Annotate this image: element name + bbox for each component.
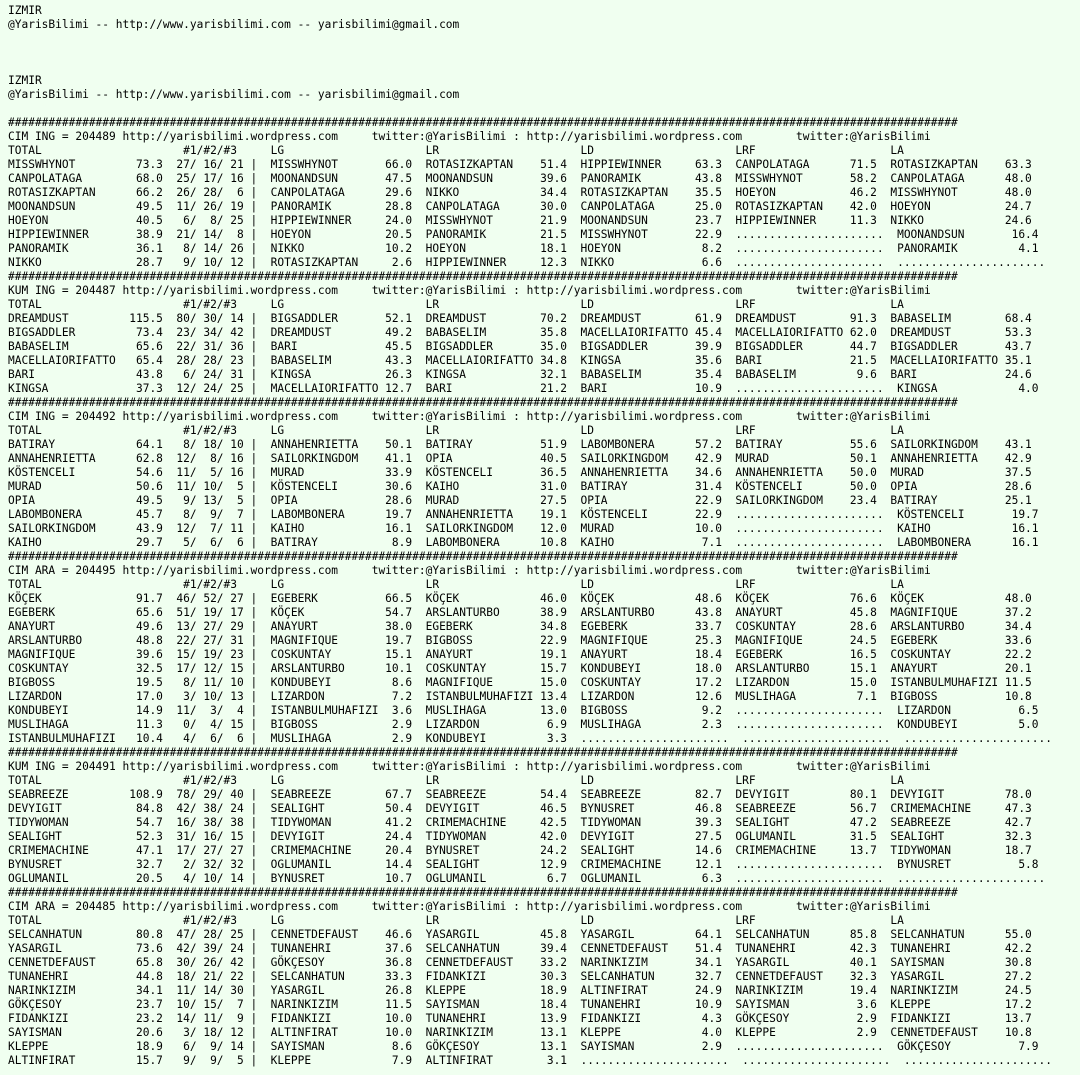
result-row: COSKUNTAY 32.5 17/ 12/ 15 | ARSLANTURBO 10.1 COSKUNTAY 15.7 KONDUBEYI 18.0 ARSLANTURBO 15.1 ANAYURT 20.1 — [8, 662, 1032, 675]
result-row: KÖSTENCELI 54.6 11/ 5/ 16 | MURAD 33.9 KÖSTENCELI 36.5 ANNAHENRIETTA 34.6 ANNAHENRIETTA 50.0 MURAD 37.5 — [8, 466, 1032, 479]
block-separator: ############################################################################################################################################# — [8, 116, 958, 129]
result-row: SEALIGHT 52.3 31/ 16/ 15 | DEVYIGIT 24.4 TIDYWOMAN 42.0 DEVYIGIT 27.5 OGLUMANIL 31.5 SEALIGHT 32.3 — [8, 830, 1032, 843]
result-row: NIKKO 28.7 9/ 10/ 12 | ROTASIZKAPTAN 2.6 HIPPIEWINNER 12.3 NIKKO 6.6 ...................... ...................... — [8, 256, 1046, 269]
result-row: KINGSA 37.3 12/ 24/ 25 | MACELLAIORIFATTO 12.7 BARI 21.2 BARI 10.9 ...................... KINGSA 4.0 — [8, 382, 1039, 395]
result-row: LIZARDON 17.0 3/ 10/ 13 | LIZARDON 7.2 ISTANBULMUHAFIZI 13.4 LIZARDON 12.6 MUSLIHAGA 7.1 BIGBOSS 10.8 — [8, 690, 1032, 703]
result-row: GÖKÇESOY 23.7 10/ 15/ 7 | NARINKIZIM 11.5 SAYISMAN 18.4 TUNANEHRI 10.9 SAYISMAN 3.6 KLEPPE 17.2 — [8, 998, 1032, 1011]
result-row: KAIHO 29.7 5/ 6/ 6 | BATIRAY 8.9 LABOMBONERA 10.8 KAIHO 7.1 ...................... LABOMBONERA 16.1 — [8, 536, 1039, 549]
result-row: CRIMEMACHINE 47.1 17/ 27/ 27 | CRIMEMACHINE 20.4 BYNUSRET 24.2 SEALIGHT 14.6 CRIMEMACHINE 13.7 TIDYWOMAN 18.7 — [8, 844, 1032, 857]
race-header-line: CIM ARA = 204485 http://yarisbilimi.wordpress.com twitter:@YarisBilimi : http://yarisbilimi.wordpress.com twitter:@YarisBilimi — [8, 900, 931, 913]
header-credit: @YarisBilimi -- http://www.yarisbilimi.com -- yarisbilimi@gmail.com — [8, 88, 460, 101]
race-header-line: KUM ING = 204491 http://yarisbilimi.wordpress.com twitter:@YarisBilimi : http://yarisbilimi.wordpress.com twitter:@YarisBilimi — [8, 760, 931, 773]
result-row: SAYISMAN 20.6 3/ 18/ 12 | ALTINFIRAT 10.0 NARINKIZIM 13.1 KLEPPE 4.0 KLEPPE 2.9 CENNETDEFAUST 10.8 — [8, 1026, 1032, 1039]
result-row: KONDUBEYI 14.9 11/ 3/ 4 | ISTANBULMUHAFIZI 3.6 MUSLIHAGA 13.0 BIGBOSS 9.2 ...................... LIZARDON 6.5 — [8, 704, 1039, 717]
result-row: DEVYIGIT 84.8 42/ 38/ 24 | SEALIGHT 50.4 DEVYIGIT 46.5 BYNUSRET 46.8 SEABREEZE 56.7 CRIMEMACHINE 47.3 — [8, 802, 1032, 815]
result-row: ARSLANTURBO 48.8 22/ 27/ 31 | MAGNIFIQUE 19.7 BIGBOSS 22.9 MAGNIFIQUE 25.3 MAGNIFIQUE 24.5 EGEBERK 33.6 — [8, 634, 1032, 647]
header-credit: @YarisBilimi -- http://www.yarisbilimi.com -- yarisbilimi@gmail.com — [8, 18, 460, 31]
result-row: HIPPIEWINNER 38.9 21/ 14/ 8 | HOEYON 20.5 PANORAMIK 21.5 MISSWHYNOT 22.9 ...................... MOONANDSUN 16.4 — [8, 228, 1039, 241]
result-row: BABASELIM 65.6 22/ 31/ 36 | BARI 45.5 BIGSADDLER 35.0 BIGSADDLER 39.9 BIGSADDLER 44.7 BIGSADDLER 43.7 — [8, 340, 1032, 353]
block-separator: ############################################################################################################################################# — [8, 886, 958, 899]
column-header-line: TOTAL #1/#2/#3 LG LR LD LRF LA — [8, 774, 904, 787]
result-row: SEABREEZE 108.9 78/ 29/ 40 | SEABREEZE 67.7 SEABREEZE 54.4 SEABREEZE 82.7 DEVYIGIT 80.1 DEVYIGIT 78.0 — [8, 788, 1032, 801]
result-row: BARI 43.8 6/ 24/ 31 | KINGSA 26.3 KINGSA 32.1 BABASELIM 35.4 BABASELIM 9.6 BARI 24.6 — [8, 368, 1032, 381]
result-row: BATIRAY 64.1 8/ 18/ 10 | ANNAHENRIETTA 50.1 BATIRAY 51.9 LABOMBONERA 57.2 BATIRAY 55.6 SAILORKINGDOM 43.1 — [8, 438, 1032, 451]
result-row: BIGSADDLER 73.4 23/ 34/ 42 | DREAMDUST 49.2 BABASELIM 35.8 MACELLAIORIFATTO 45.4 MACELLAIORIFATTO 62.0 DREAMDUST 53.3 — [8, 326, 1032, 339]
column-header-line: TOTAL #1/#2/#3 LG LR LD LRF LA — [8, 144, 904, 157]
result-row: ANAYURT 49.6 13/ 27/ 29 | ANAYURT 38.0 EGEBERK 34.8 EGEBERK 33.7 COSKUNTAY 28.6 ARSLANTURBO 34.4 — [8, 620, 1032, 633]
spacer — [8, 60, 1080, 74]
result-row: PANORAMIK 36.1 8/ 14/ 26 | NIKKO 10.2 HOEYON 18.1 HOEYON 8.2 ...................... PANORAMIK 4.1 — [8, 242, 1039, 255]
result-row: TUNANEHRI 44.8 18/ 21/ 22 | SELCANHATUN 33.3 FIDANKIZI 30.3 SELCANHATUN 32.7 CENNETDEFAUST 32.3 YASARGIL 27.2 — [8, 970, 1032, 983]
result-row: MACELLAIORIFATTO 65.4 28/ 28/ 23 | BABASELIM 43.3 MACELLAIORIFATTO 34.8 KINGSA 35.6 BARI 21.5 MACELLAIORIFATTO 35.1 — [8, 354, 1032, 367]
header-city: IZMIR — [8, 4, 42, 17]
result-row: DREAMDUST 115.5 80/ 30/ 14 | BIGSADDLER 52.1 DREAMDUST 70.2 DREAMDUST 61.9 DREAMDUST 91.3 BABASELIM 68.4 — [8, 312, 1032, 325]
result-row: TIDYWOMAN 54.7 16/ 38/ 38 | TIDYWOMAN 41.2 CRIMEMACHINE 42.5 TIDYWOMAN 39.3 SEALIGHT 47.2 SEABREEZE 42.7 — [8, 816, 1032, 829]
block-separator: ############################################################################################################################################# — [8, 550, 958, 563]
result-row: OGLUMANIL 20.5 4/ 10/ 14 | BYNUSRET 10.7 OGLUMANIL 6.7 OGLUMANIL 6.3 ...................... ...................... — [8, 872, 1046, 885]
result-row: KLEPPE 18.9 6/ 9/ 14 | SAYISMAN 8.6 GÖKÇESOY 13.1 SAYISMAN 2.9 ...................... GÖKÇESOY 7.9 — [8, 1040, 1039, 1053]
result-row: MOONANDSUN 49.5 11/ 26/ 19 | PANORAMIK 28.8 CANPOLATAGA 30.0 CANPOLATAGA 25.0 ROTASIZKAPTAN 42.0 HOEYON 24.7 — [8, 200, 1032, 213]
result-row: BYNUSRET 32.7 2/ 32/ 32 | OGLUMANIL 14.4 SEALIGHT 12.9 CRIMEMACHINE 12.1 ...................... BYNUSRET 5.8 — [8, 858, 1039, 871]
result-row: CENNETDEFAUST 65.8 30/ 26/ 42 | GÖKÇESOY 36.8 CENNETDEFAUST 33.2 NARINKIZIM 34.1 YASARGIL 40.1 SAYISMAN 30.8 — [8, 956, 1032, 969]
race-header-line: CIM ARA = 204495 http://yarisbilimi.wordpress.com twitter:@YarisBilimi : http://yarisbilimi.wordpress.com twitter:@YarisBilimi — [8, 564, 931, 577]
result-row: ALTINFIRAT 15.7 9/ 9/ 5 | KLEPPE 7.9 ALTINFIRAT 3.1 ...................... ...................... ...................... — [8, 1054, 1052, 1067]
result-row: ISTANBULMUHAFIZI 10.4 4/ 6/ 6 | MUSLIHAGA 2.9 KONDUBEYI 3.3 ...................... ...................... ...................... — [8, 732, 1052, 745]
column-header-line: TOTAL #1/#2/#3 LG LR LD LRF LA — [8, 424, 904, 437]
header-city: IZMIR — [8, 74, 42, 87]
result-row: OPIA 49.5 9/ 13/ 5 | OPIA 28.6 MURAD 27.5 OPIA 22.9 SAILORKINGDOM 23.4 BATIRAY 25.1 — [8, 494, 1032, 507]
result-row: SAILORKINGDOM 43.9 12/ 7/ 11 | KAIHO 16.1 SAILORKINGDOM 12.0 MURAD 10.0 ...................... KAIHO 16.1 — [8, 522, 1039, 535]
result-row: CANPOLATAGA 68.0 25/ 17/ 16 | MOONANDSUN 47.5 MOONANDSUN 39.6 PANORAMIK 43.8 MISSWHYNOT 58.2 CANPOLATAGA 48.0 — [8, 172, 1032, 185]
spacer — [8, 32, 1080, 46]
result-row: NARINKIZIM 34.1 11/ 14/ 30 | YASARGIL 26.8 KLEPPE 18.9 ALTINFIRAT 24.9 NARINKIZIM 19.4 NARINKIZIM 24.5 — [8, 984, 1032, 997]
block-separator: ############################################################################################################################################# — [8, 746, 958, 759]
result-row: FIDANKIZI 23.2 14/ 11/ 9 | FIDANKIZI 10.0 TUNANEHRI 13.9 FIDANKIZI 4.3 GÖKÇESOY 2.9 FIDANKIZI 13.7 — [8, 1012, 1032, 1025]
result-row: KÖÇEK 91.7 46/ 52/ 27 | EGEBERK 66.5 KÖÇEK 46.0 KÖÇEK 48.6 KÖÇEK 76.6 KÖÇEK 48.0 — [8, 592, 1032, 605]
spacer — [8, 46, 1080, 60]
result-row: HOEYON 40.5 6/ 8/ 25 | HIPPIEWINNER 24.0 MISSWHYNOT 21.9 MOONANDSUN 23.7 HIPPIEWINNER 11.3 NIKKO 24.6 — [8, 214, 1032, 227]
race-header-line: CIM ING = 204492 http://yarisbilimi.wordpress.com twitter:@YarisBilimi : http://yarisbilimi.wordpress.com twitter:@YarisBilimi — [8, 410, 931, 423]
block-separator: ############################################################################################################################################# — [8, 396, 958, 409]
block-separator: ############################################################################################################################################# — [8, 270, 958, 283]
result-row: MISSWHYNOT 73.3 27/ 16/ 21 | MISSWHYNOT 66.0 ROTASIZKAPTAN 51.4 HIPPIEWINNER 63.3 CANPOLATAGA 71.5 ROTASIZKAPTAN 63.3 — [8, 158, 1032, 171]
result-row: BIGBOSS 19.5 8/ 11/ 10 | KONDUBEYI 8.6 MAGNIFIQUE 15.0 COSKUNTAY 17.2 LIZARDON 15.0 ISTANBULMUHAFIZI 11.5 — [8, 676, 1032, 689]
column-header-line: TOTAL #1/#2/#3 LG LR LD LRF LA — [8, 298, 904, 311]
result-row: MURAD 50.6 11/ 10/ 5 | KÖSTENCELI 30.6 KAIHO 31.0 BATIRAY 31.4 KÖSTENCELI 50.0 OPIA 28.6 — [8, 480, 1032, 493]
result-row: MAGNIFIQUE 39.6 15/ 19/ 23 | COSKUNTAY 15.1 ANAYURT 19.1 ANAYURT 18.4 EGEBERK 16.5 COSKUNTAY 22.2 — [8, 648, 1032, 661]
race-blocks — [8, 116, 1080, 1068]
spacer — [8, 102, 1080, 116]
race-header-line: KUM ING = 204487 http://yarisbilimi.wordpress.com twitter:@YarisBilimi : http://yarisbilimi.wordpress.com twitter:@YarisBilimi — [8, 284, 931, 297]
column-header-line: TOTAL #1/#2/#3 LG LR LD LRF LA — [8, 914, 904, 927]
result-row: YASARGIL 73.6 42/ 39/ 24 | TUNANEHRI 37.6 SELCANHATUN 39.4 CENNETDEFAUST 51.4 TUNANEHRI 42.3 TUNANEHRI 42.2 — [8, 942, 1032, 955]
race-header-line: CIM ING = 204489 http://yarisbilimi.wordpress.com twitter:@YarisBilimi : http://yarisbilimi.wordpress.com twitter:@YarisBilimi — [8, 130, 931, 143]
result-row: SELCANHATUN 80.8 47/ 28/ 25 | CENNETDEFAUST 46.6 YASARGIL 45.8 YASARGIL 64.1 SELCANHATUN 85.8 SELCANHATUN 55.0 — [8, 928, 1032, 941]
result-row: LABOMBONERA 45.7 8/ 9/ 7 | LABOMBONERA 19.7 ANNAHENRIETTA 19.1 KÖSTENCELI 22.9 ...................... KÖSTENCELI 19.7 — [8, 508, 1039, 521]
result-row: EGEBERK 65.6 51/ 19/ 17 | KÖÇEK 54.7 ARSLANTURBO 38.9 ARSLANTURBO 43.8 ANAYURT 45.8 MAGNIFIQUE 37.2 — [8, 606, 1032, 619]
result-row: MUSLIHAGA 11.3 0/ 4/ 15 | BIGBOSS 2.9 LIZARDON 6.9 MUSLIHAGA 2.3 ...................... KONDUBEYI 5.0 — [8, 718, 1039, 731]
result-row: ANNAHENRIETTA 62.8 12/ 8/ 16 | SAILORKINGDOM 41.1 OPIA 40.5 SAILORKINGDOM 42.9 MURAD 50.1 ANNAHENRIETTA 42.9 — [8, 452, 1032, 465]
result-row: ROTASIZKAPTAN 66.2 26/ 28/ 6 | CANPOLATAGA 29.6 NIKKO 34.4 ROTASIZKAPTAN 35.5 HOEYON 46.2 MISSWHYNOT 48.0 — [8, 186, 1032, 199]
column-header-line: TOTAL #1/#2/#3 LG LR LD LRF LA — [8, 578, 904, 591]
